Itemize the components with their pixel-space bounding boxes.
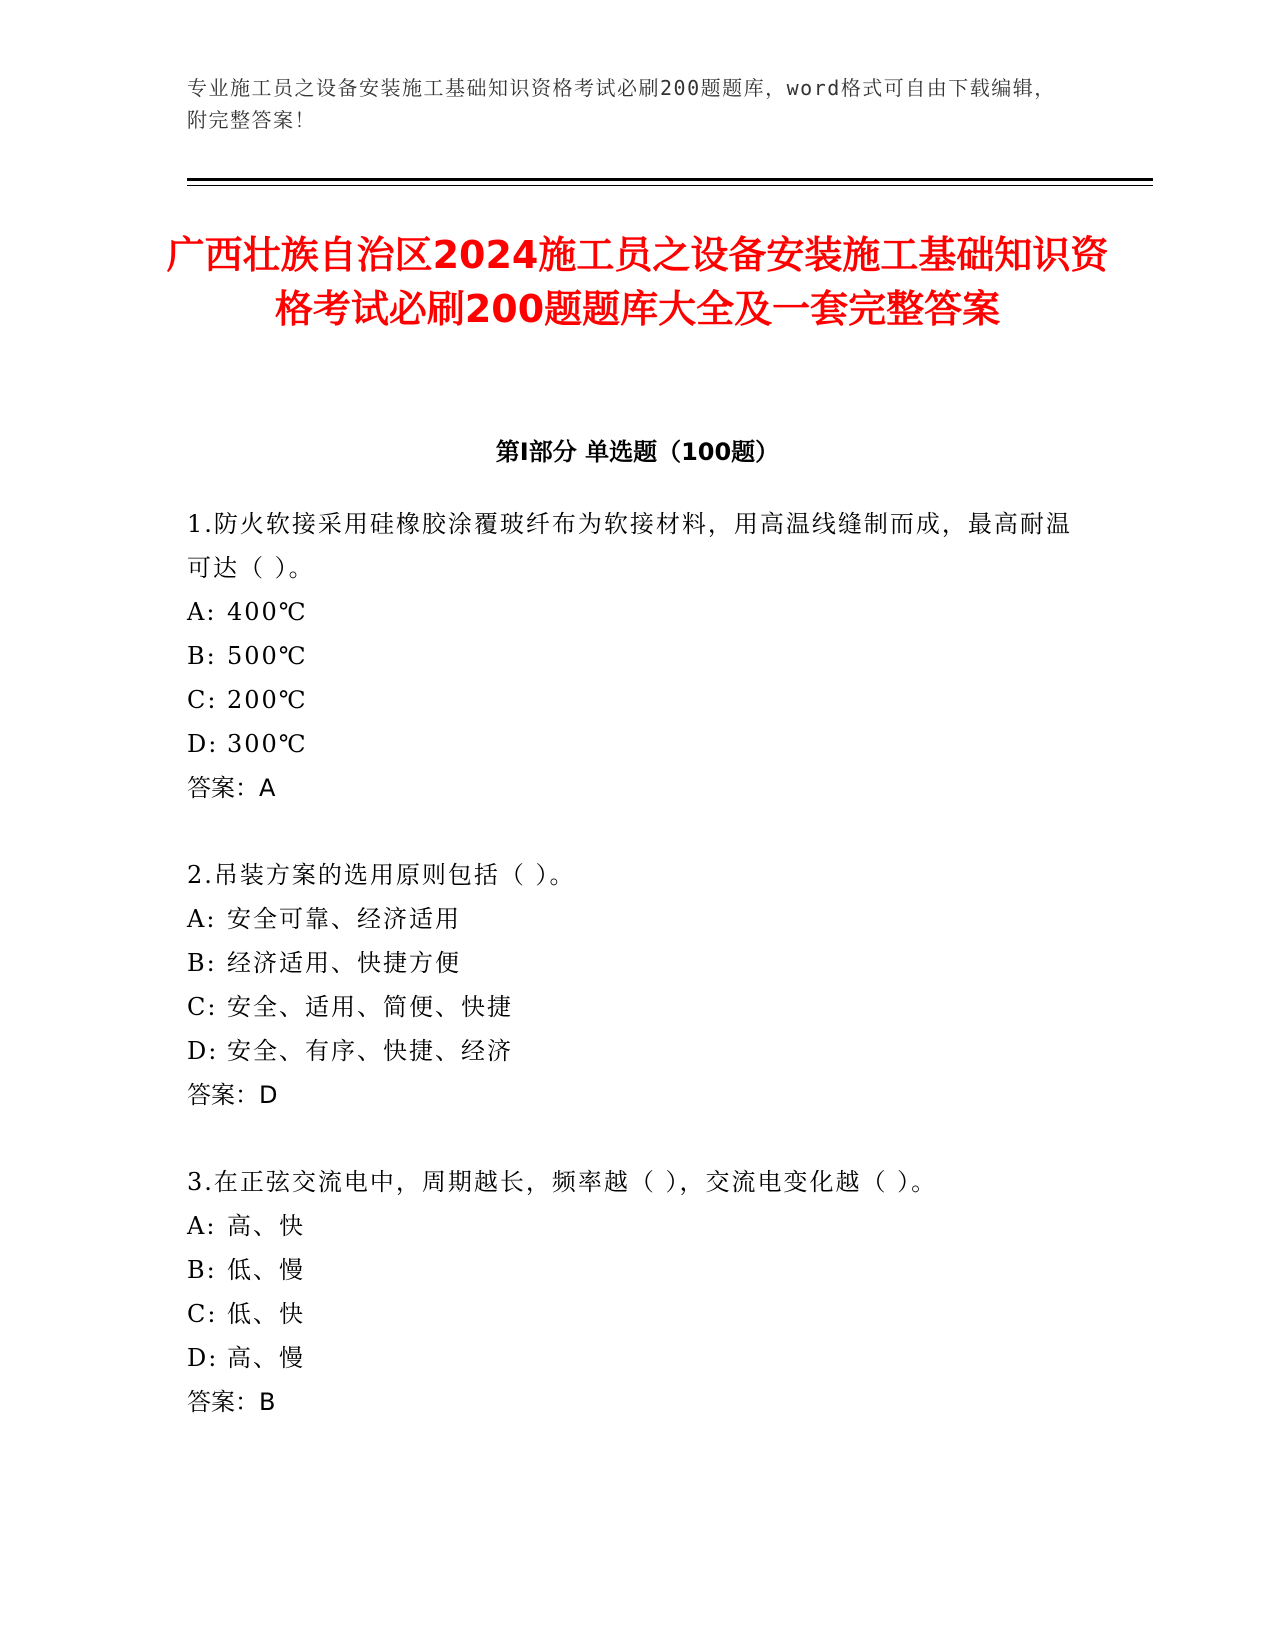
document-title: 广西壮族自治区2024施工员之设备安装施工基础知识资格考试必刷200题题库大全及一套完整答案	[166, 233, 1109, 331]
option-letter: A:	[187, 905, 217, 933]
option-text: 经济适用、快捷方便	[227, 949, 461, 977]
question-1-answer: 答案：A	[187, 774, 276, 802]
option-letter: D:	[187, 730, 219, 758]
header-rule-thick	[187, 178, 1153, 181]
question-2-option-b	[187, 941, 987, 985]
option-text: 安全、有序、快捷、经济	[227, 1037, 513, 1065]
question-1-option-d	[187, 722, 987, 766]
option-text: 低、快	[227, 1300, 305, 1328]
question-2-text: 2.吊装方案的选用原则包括（ ）。	[187, 861, 576, 889]
option-text: 500℃	[227, 642, 308, 670]
option-letter: C:	[187, 1300, 218, 1328]
header-note: 专业施工员之设备安装施工基础知识资格考试必刷200题题库，word格式可自由下载编辑，附完整答案！	[187, 76, 1056, 132]
option-text: 高、快	[227, 1212, 305, 1240]
option-letter: B:	[187, 1256, 217, 1284]
question-1-option-a	[187, 590, 987, 634]
option-text: 高、慢	[227, 1344, 305, 1372]
option-letter: D:	[187, 1037, 219, 1065]
header-rule-thin	[187, 185, 1153, 186]
question-2-option-a	[187, 897, 987, 941]
question-3-option-a	[187, 1204, 987, 1248]
question-3-option-c	[187, 1292, 987, 1336]
question-3-text: 3.在正弦交流电中，周期越长，频率越（ ），交流电变化越（ ）。	[187, 1168, 938, 1196]
option-letter: B:	[187, 949, 217, 977]
option-text: 400℃	[227, 598, 308, 626]
option-text: 安全可靠、经济适用	[227, 905, 461, 933]
question-3-answer: 答案：B	[187, 1388, 276, 1416]
question-1-option-c	[187, 678, 987, 722]
section-heading: 第Ⅰ部分 单选题（100题）	[495, 438, 780, 466]
question-1-text: 1.防火软接采用硅橡胶涂覆玻纤布为软接材料，用高温线缝制而成，最高耐温可达（ ）。	[187, 510, 1072, 582]
option-letter: B:	[187, 642, 217, 670]
option-text: 300℃	[227, 730, 308, 758]
option-text: 安全、适用、简便、快捷	[227, 993, 513, 1021]
question-2-answer: 答案：D	[187, 1081, 278, 1109]
option-text: 低、慢	[227, 1256, 305, 1284]
option-letter: C:	[187, 686, 218, 714]
question-3-option-d	[187, 1336, 987, 1380]
option-letter: A:	[187, 1212, 217, 1240]
question-1-option-b	[187, 634, 987, 678]
option-letter: A:	[187, 598, 217, 626]
question-3-option-b	[187, 1248, 987, 1292]
option-letter: D:	[187, 1344, 219, 1372]
question-2-option-d	[187, 1029, 987, 1073]
question-2-option-c	[187, 985, 987, 1029]
option-text: 200℃	[227, 686, 308, 714]
option-letter: C:	[187, 993, 218, 1021]
